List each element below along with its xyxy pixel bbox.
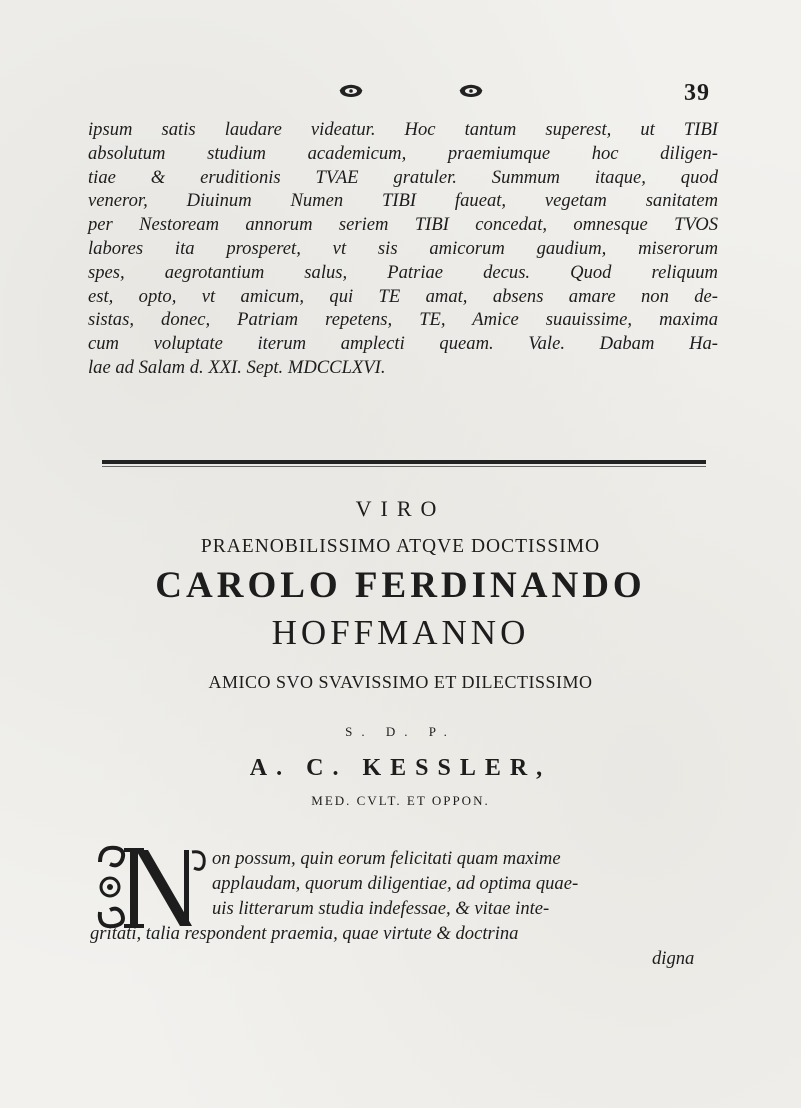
page-number: 39	[684, 80, 710, 106]
text-line: applaudam, quorum diligentiae, ad optima quae-	[212, 873, 579, 894]
text-line: cum voluptate iterum amplecti queam. Vale. Dabam Ha-	[88, 333, 718, 355]
dedication-honorific: PRAENOBILISSIMO ATQVE DOCTISSIMO	[200, 536, 601, 557]
body-paragraph	[88, 118, 718, 380]
dedication-amico: AMICO SVO SVAVISSIMO ET DILECTISSIMO	[208, 672, 593, 692]
dedicatee-first-names: CAROLO FERDINANDO	[155, 565, 646, 606]
section-divider-thin	[102, 466, 706, 467]
text-line: per Nestoream annorum seriem TIBI concedat, omnesque TVOS	[88, 214, 718, 236]
text-line: absolutum studium academicum, praemiumque hoc diligen-	[88, 142, 718, 164]
text-line: lae ad Salam d. XXI. Sept. MDCCLXVI.	[88, 356, 386, 378]
author-title: MED. CVLT. ET OPPON.	[311, 793, 490, 808]
text-line: veneror, Diuinum Numen TIBI faueat, vegetam sanitatem	[88, 190, 718, 212]
fleuron-ornament-icon	[338, 82, 364, 100]
section-divider	[102, 460, 706, 464]
text-line: labores ita prosperet, vt sis amicorum gaudium, miserorum	[88, 237, 718, 259]
text-line: on possum, quin eorum felicitati quam maxime	[212, 848, 561, 869]
decorated-initial-n-icon	[96, 842, 208, 932]
text-line: gritati, talia respondent praemia, quae virtute & doctrina	[90, 923, 519, 944]
text-line: ipsum satis laudare videatur. Hoc tantum superest, ut TIBI	[88, 119, 718, 140]
author-name: A. C. KESSLER,	[249, 755, 552, 781]
text-line: tiae & eruditionis TVAE gratuler. Summum itaque, quod	[88, 166, 718, 188]
text-line: sistas, donec, Patriam repetens, TE, Amice suauissime, maxima	[88, 309, 718, 331]
catchword: digna	[652, 948, 695, 969]
text-line: spes, aegrotantium salus, Patriae decus. Quod reliquum	[88, 261, 718, 283]
salutation-sdp: S. D. P.	[345, 724, 456, 739]
fleuron-ornament-icon	[458, 82, 484, 100]
dedicatee-surname: HOFFMANNO	[271, 613, 530, 652]
text-line: est, opto, vt amicum, qui TE amat, absens amare non de-	[88, 285, 718, 307]
text-line: uis litterarum studia indefessae, & vitae inte-	[212, 898, 550, 919]
dedication-viro: VIRO	[355, 496, 446, 521]
